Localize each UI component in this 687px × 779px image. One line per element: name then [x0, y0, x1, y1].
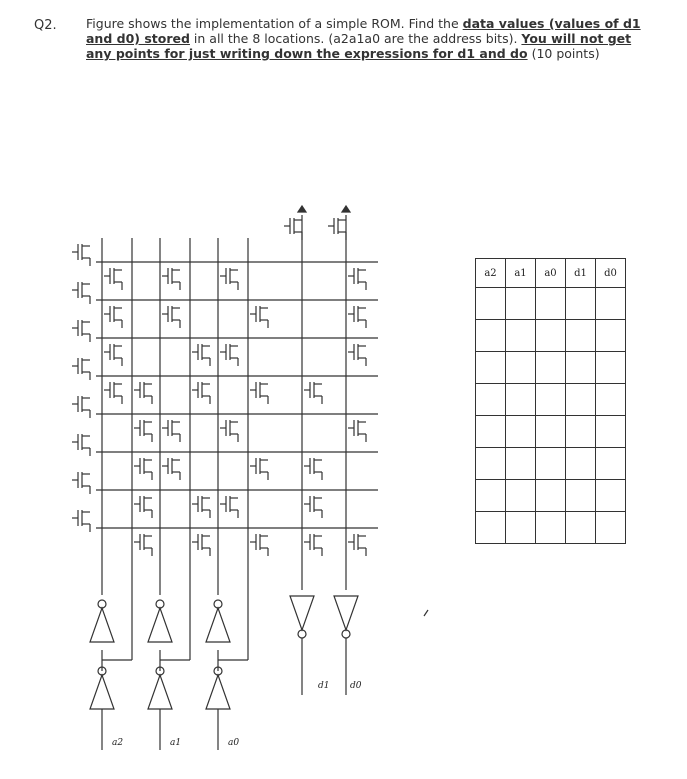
table-cell[interactable] — [566, 448, 596, 480]
output-inverter — [334, 596, 358, 638]
row-driver-transistor — [72, 472, 90, 494]
header-d0: d0 — [596, 259, 626, 288]
question-intro: Figure shows the implementation of a simple ROM. Find the — [86, 16, 463, 31]
pullup-transistor — [328, 218, 346, 240]
array-transistor — [104, 382, 122, 404]
array-transistor — [250, 382, 268, 404]
answer-table — [475, 258, 626, 544]
question-emphasis-data: data values (values of d1 and d0) stored — [86, 16, 641, 46]
input-label-a2: a2 — [112, 738, 124, 748]
array-transistor — [134, 534, 152, 556]
table-cell[interactable] — [476, 352, 506, 384]
table-cell[interactable] — [536, 352, 566, 384]
header-a0: a0 — [536, 259, 566, 288]
array-transistor — [192, 496, 210, 518]
address-inverter — [90, 600, 114, 642]
table-cell[interactable] — [476, 512, 506, 544]
input-label-a0: a0 — [228, 738, 240, 748]
row-driver-transistor — [72, 434, 90, 456]
table-cell[interactable] — [506, 448, 536, 480]
header-d1: d1 — [566, 259, 596, 288]
input-label-a1: a1 — [170, 738, 182, 748]
output-transistor — [348, 344, 366, 366]
array-transistor — [250, 306, 268, 328]
array-transistor — [162, 306, 180, 328]
stray-mark — [424, 610, 428, 616]
table-cell[interactable] — [566, 384, 596, 416]
table-cell[interactable] — [506, 480, 536, 512]
question-mid: in all the 8 locations. (a2a1a0 are the address bits). — [189, 31, 522, 46]
arrow-up-icon — [342, 206, 350, 212]
answer-table-header-row — [476, 259, 626, 288]
table-row — [476, 512, 626, 544]
array-transistor — [250, 458, 268, 480]
table-cell[interactable] — [476, 448, 506, 480]
table-cell[interactable] — [506, 416, 536, 448]
table-cell[interactable] — [596, 416, 626, 448]
output-transistor — [348, 306, 366, 328]
table-cell[interactable] — [536, 416, 566, 448]
table-row — [476, 448, 626, 480]
output-transistor — [304, 534, 322, 556]
array-transistor — [192, 344, 210, 366]
output-transistor — [304, 458, 322, 480]
table-cell[interactable] — [476, 288, 506, 320]
array-transistor — [162, 268, 180, 290]
question-number: Q2. — [34, 18, 57, 33]
table-cell[interactable] — [566, 352, 596, 384]
table-cell[interactable] — [536, 480, 566, 512]
address-buffer — [206, 667, 230, 709]
table-row — [476, 416, 626, 448]
array-transistor — [220, 496, 238, 518]
table-cell[interactable] — [476, 480, 506, 512]
array-transistor — [134, 420, 152, 442]
table-cell[interactable] — [566, 288, 596, 320]
table-row — [476, 480, 626, 512]
question-points: (10 points) — [527, 46, 600, 61]
address-buffer — [148, 667, 172, 709]
question-emphasis-warning: You will not get any points for just writing down the expressions for d1 and do — [86, 31, 632, 61]
table-cell[interactable] — [596, 288, 626, 320]
table-cell[interactable] — [566, 416, 596, 448]
table-cell[interactable] — [596, 448, 626, 480]
table-cell[interactable] — [536, 384, 566, 416]
table-cell[interactable] — [476, 416, 506, 448]
array-transistor — [220, 344, 238, 366]
header-a2: a2 — [476, 259, 506, 288]
row-driver-transistor — [72, 320, 90, 342]
table-cell[interactable] — [536, 448, 566, 480]
table-cell[interactable] — [536, 320, 566, 352]
array-transistor — [104, 306, 122, 328]
array-transistor — [162, 458, 180, 480]
array-transistor — [192, 382, 210, 404]
arrow-up-icon — [298, 206, 306, 212]
output-transistor — [348, 420, 366, 442]
row-driver-transistor — [72, 396, 90, 418]
table-cell[interactable] — [596, 384, 626, 416]
table-row — [476, 288, 626, 320]
table-cell[interactable] — [566, 480, 596, 512]
table-cell[interactable] — [596, 352, 626, 384]
output-transistor — [348, 268, 366, 290]
table-cell[interactable] — [536, 512, 566, 544]
row-driver-transistor — [72, 244, 90, 266]
table-cell[interactable] — [476, 384, 506, 416]
table-cell[interactable] — [506, 352, 536, 384]
array-transistor — [134, 496, 152, 518]
pullup-transistor — [284, 218, 302, 240]
table-cell[interactable] — [506, 320, 536, 352]
address-inverter — [206, 600, 230, 642]
table-row — [476, 384, 626, 416]
array-transistor — [104, 344, 122, 366]
array-transistor — [192, 534, 210, 556]
array-transistor — [220, 268, 238, 290]
array-transistor — [250, 534, 268, 556]
table-cell[interactable] — [596, 512, 626, 544]
output-transistor — [304, 382, 322, 404]
table-cell[interactable] — [506, 288, 536, 320]
table-cell[interactable] — [596, 480, 626, 512]
row-driver-transistor — [72, 358, 90, 380]
array-transistor — [162, 420, 180, 442]
row-driver-transistor — [72, 510, 90, 532]
address-buffer — [90, 667, 114, 709]
output-transistor — [304, 496, 322, 518]
header-a1: a1 — [506, 259, 536, 288]
table-cell[interactable] — [566, 320, 596, 352]
output-transistor — [348, 534, 366, 556]
address-inverter — [148, 600, 172, 642]
table-cell[interactable] — [506, 512, 536, 544]
table-cell[interactable] — [476, 320, 506, 352]
table-cell[interactable] — [506, 384, 536, 416]
table-cell[interactable] — [596, 320, 626, 352]
table-row — [476, 352, 626, 384]
array-transistor — [220, 420, 238, 442]
table-cell[interactable] — [566, 512, 596, 544]
output-label-d0: d0 — [350, 681, 362, 691]
row-driver-transistor — [72, 282, 90, 304]
table-cell[interactable] — [536, 288, 566, 320]
output-inverter — [290, 596, 314, 638]
array-transistor — [134, 458, 152, 480]
array-transistor — [104, 268, 122, 290]
array-transistor — [134, 382, 152, 404]
table-row — [476, 320, 626, 352]
output-label-d1: d1 — [318, 681, 330, 691]
